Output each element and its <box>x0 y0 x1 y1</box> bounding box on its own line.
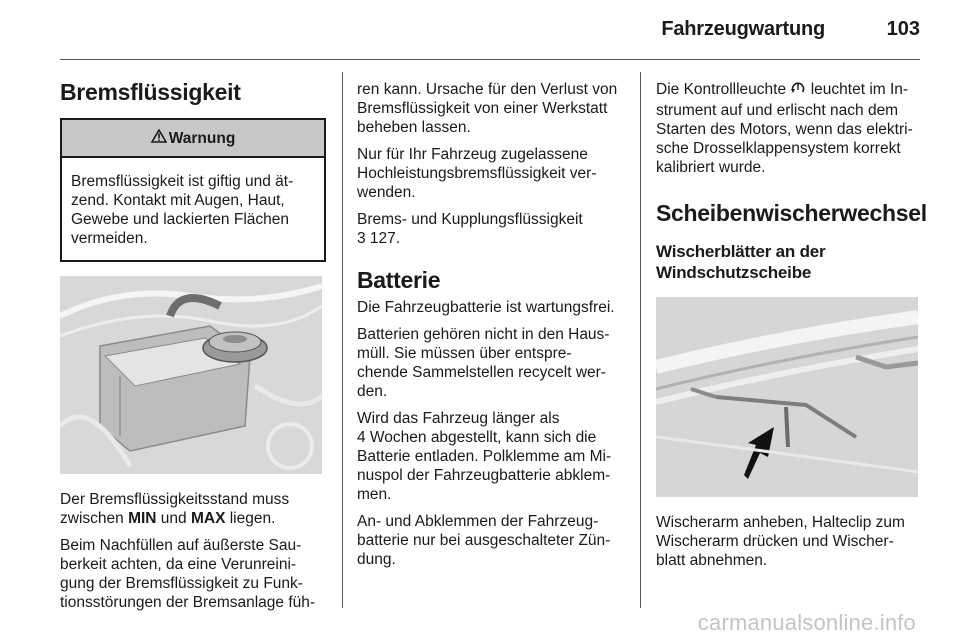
warning-line: Gewebe und lackierten Flächen <box>71 211 289 228</box>
column-1 <box>60 66 326 620</box>
min-label: MIN <box>128 510 157 527</box>
paragraph-maintenance-free: Die Fahrzeugbatterie ist wartungsfrei. <box>357 299 615 316</box>
paragraph-refill: Beim Nachfüllen auf äußerste Sau- berkeit achten, da eine Verunreini- gung der Bremsflüssigkeit zu Funk- tionsstörungen der Bremsanlage füh- <box>60 537 316 611</box>
column-divider <box>342 72 343 608</box>
section-heading-wiper-change: Scheibenwischerwechsel <box>656 200 927 226</box>
paragraph-control-light: Die Kontrollleuchte leuchtet im In- strument auf und erlischt nach dem Starten des Motors, wenn das elektri- sche Drosselklappensystem korrekt kalibriert wurde. <box>656 81 913 176</box>
warning-box <box>60 118 326 262</box>
column-2 <box>357 66 627 577</box>
column-3 <box>656 66 927 578</box>
paragraph-disposal: Batterien gehören nicht in den Haus- müll. Sie müssen über entspre- chende Sammelstellen recycelt wer- den. <box>357 326 610 400</box>
paragraph-storage: Wird das Fahrzeug länger als 4 Wochen abgestellt, kann sich die Batterie entladen. Polklemme am Mi- nuspol der Fahrzeugbatterie abklem- men. <box>357 410 612 503</box>
subheading-windshield-wipers: Wischerblätter an der Windschutzscheibe <box>656 242 826 282</box>
header-title: Fahrzeugwartung <box>661 18 825 40</box>
section-heading-battery: Batterie <box>357 267 441 293</box>
wiper-blade-image <box>656 297 918 497</box>
warning-header <box>62 120 324 158</box>
header-rule <box>60 59 920 60</box>
paragraph-continued: ren kann. Ursache für den Verlust von Bremsflüssigkeit von einer Werkstatt beheben lassen. <box>357 81 618 136</box>
paragraph-wiper-instructions: Wischerarm anheben, Halteclip zum Wischerarm drücken und Wischer- blatt abnehmen. <box>656 514 905 569</box>
warning-triangle-icon <box>151 129 167 148</box>
warning-title: Warnung <box>168 129 236 147</box>
warning-text <box>62 158 324 260</box>
paragraph-reference: Brems- und Kupplungsflüssigkeit 3 127. <box>357 211 583 247</box>
paragraph-approved-fluid: Nur für Ihr Fahrzeug zugelassene Hochleistungsbremsflüssigkeit ver- wenden. <box>357 146 597 201</box>
warning-line: zend. Kontakt mit Augen, Haut, <box>71 192 285 209</box>
watermark: carmanualsonline.info <box>697 610 916 635</box>
page-reference-link[interactable]: 3 127. <box>357 230 401 247</box>
page-header <box>60 16 920 44</box>
paragraph-level: Der Bremsflüssigkeitsstand muss zwischen MIN und MAX liegen. <box>60 491 290 527</box>
column-divider <box>640 72 641 608</box>
page-number: 103 <box>886 18 920 40</box>
paragraph-ignition: An- und Abklemmen der Fahrzeug- batterie nur bei ausgeschalteter Zün- dung. <box>357 513 611 568</box>
max-label: MAX <box>190 510 226 527</box>
section-heading-brake-fluid: Bremsflüssigkeit <box>60 79 241 105</box>
brake-fluid-reservoir-image <box>60 276 322 474</box>
throttle-warning-icon <box>790 81 806 101</box>
warning-line: Bremsflüssigkeit ist giftig und ät- <box>71 173 294 190</box>
warning-line: vermeiden. <box>71 230 148 247</box>
